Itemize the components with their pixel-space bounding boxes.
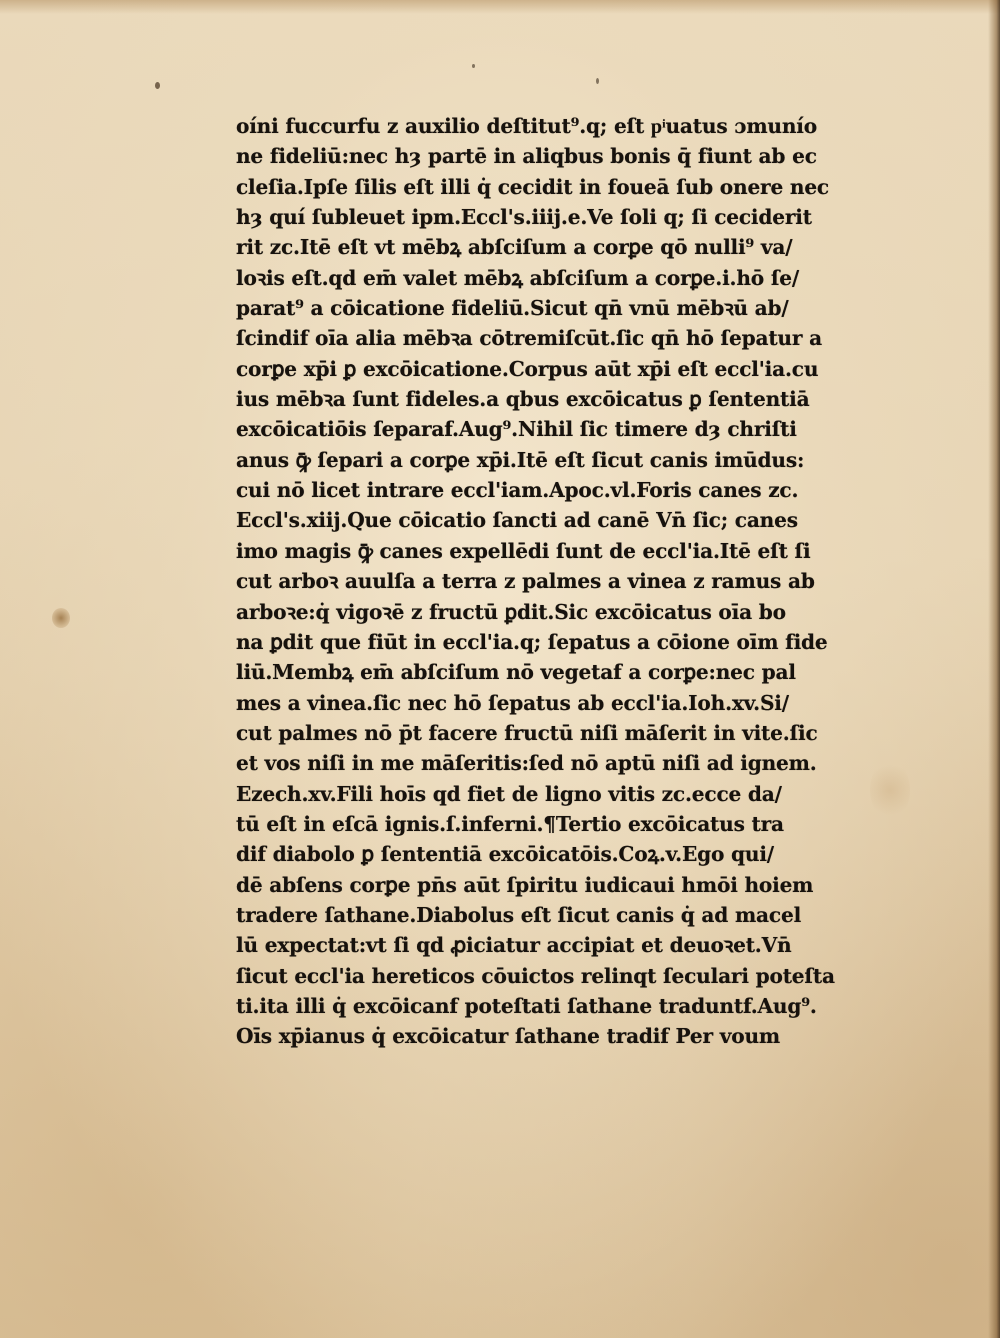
ink-spot [155,82,160,89]
text-line: Oīs xp̄ianus q̇ excōicatur ſathane tradif Per voum [236,1024,781,1049]
text-line: cut palmes nō p̄t facere fructū niſi māſerit in vite.ſic [236,720,818,745]
text-line: na ꝑdit que fiūt in eccl'ia.q; ſepatus a cōione oīm fide [236,629,828,654]
text-line: mes a vinea.ſic nec hō ſepatus ab eccl'ia.Ioh.xv.Si/ [236,690,789,715]
text-line: hȝ quí ſubleuet ipm.Eccl's.iiij.e.Ve ſoli q; ſi ceciderit [236,205,812,230]
text-line: corꝑe xp̄i ꝑ excōicatione.Corpus aūt xp̄i eſt eccl'ia.cu [236,356,819,381]
text-line: imo magis ꝙ̄ canes expellēdi ſunt de eccl'ia.Itē eſt ſi [236,538,811,563]
text-line: liū.Membꝝ em̄ abſciſum nō vegetaf a corꝑe:nec pal [236,660,796,685]
text-line: ius mēbꝛa ſunt fideles.a qbus excōicatus ꝑ ſententiā [236,387,810,412]
text-line: et vos niſi in me māſeritis:ſed nō aptū niſi ad ignem. [236,751,817,776]
text-line: tradere ſathane.Diabolus eſt ſicut canis q̇ ad macel [236,902,802,927]
text-line: ti.ita illi q̇ excōicanf poteſtati ſathane traduntf.Aug⁹. [236,993,817,1018]
text-line: parat⁹ a cōicatione fideliū.Sicut qn̄ vnū mēbꝛū ab/ [236,296,789,321]
text-line: oíni fuccurfu z auxilio deſtitut⁹.q; eſt pͥuatus ɔmunío [236,114,817,138]
ink-speck [472,64,475,68]
text-line: rit zc.Itē eſt vt mēbꝝ abſciſum a corꝑe qō nulli⁹ va/ [236,235,793,260]
text-line: dē abſens corꝑe pn̄s aūt ſpiritu iudicaui hmōi hoiem [236,872,814,897]
page-right-edge [988,0,1000,1338]
text-line: cui nō licet intrare eccl'iam.Apoc.vl.Foris canes zc. [236,478,799,503]
text-column [236,111,896,1052]
text-line: anus ꝙ̄ ſepari a corꝑe xp̄i.Itē eſt ſicut canis imūdus: [236,447,805,472]
text-line: ſicut eccl'ia hereticos cōuictos relinqt ſeculari poteſta [236,963,835,988]
text-line: cut arboꝛ auulſa a terra z palmes a vinea z ramus ab [236,569,815,594]
text-line: dif diabolo ꝑ ſententiā excōicatōis.Coꝝ.v.Ego qui/ [236,842,774,867]
page-top-edge [0,0,1000,14]
text-line: cleſia.Ipſe ſilis eſt illi q̇ cecidit in foueā ſub onere nec [236,174,829,199]
text-line: tū eſt in eſcā ignis.ſ.inferni.¶Tertio excōicatus tra [236,811,784,836]
text-line: Eccl's.xiij.Que cōicatio ſancti ad canē Vn̄ ſic; canes [236,508,798,533]
stain-mark [52,608,70,628]
text-line: lū expectat:vt ſi qd ꝓiciatur accipiat et deuoꝛet.Vn̄ [236,933,792,958]
text-line: ne fideliū:nec hȝ partē in aliqbus bonis q̄ fiunt ab ec [236,144,817,169]
text-line: excōicatiōis ſeparaf.Aug⁹.Nihil ſic timere dȝ chriſti [236,417,797,442]
text-line: ſcindif oīa alia mēbꝛa cōtremiſcūt.ſic qn̄ hō ſepatur a [236,326,822,351]
text-line: arboꝛe:q̇ vigoꝛē z fructū ꝑdit.Sic excōicatus oīa bo [236,599,786,624]
ink-speck [596,78,599,84]
text-line: loꝛis eſt.qd em̄ valet mēbꝝ abſciſum a corꝑe.i.hō ſe/ [236,265,800,290]
text-line: Ezech.xv.Fili hoīs qd fiet de ligno vitis zc.ecce da/ [236,781,782,806]
